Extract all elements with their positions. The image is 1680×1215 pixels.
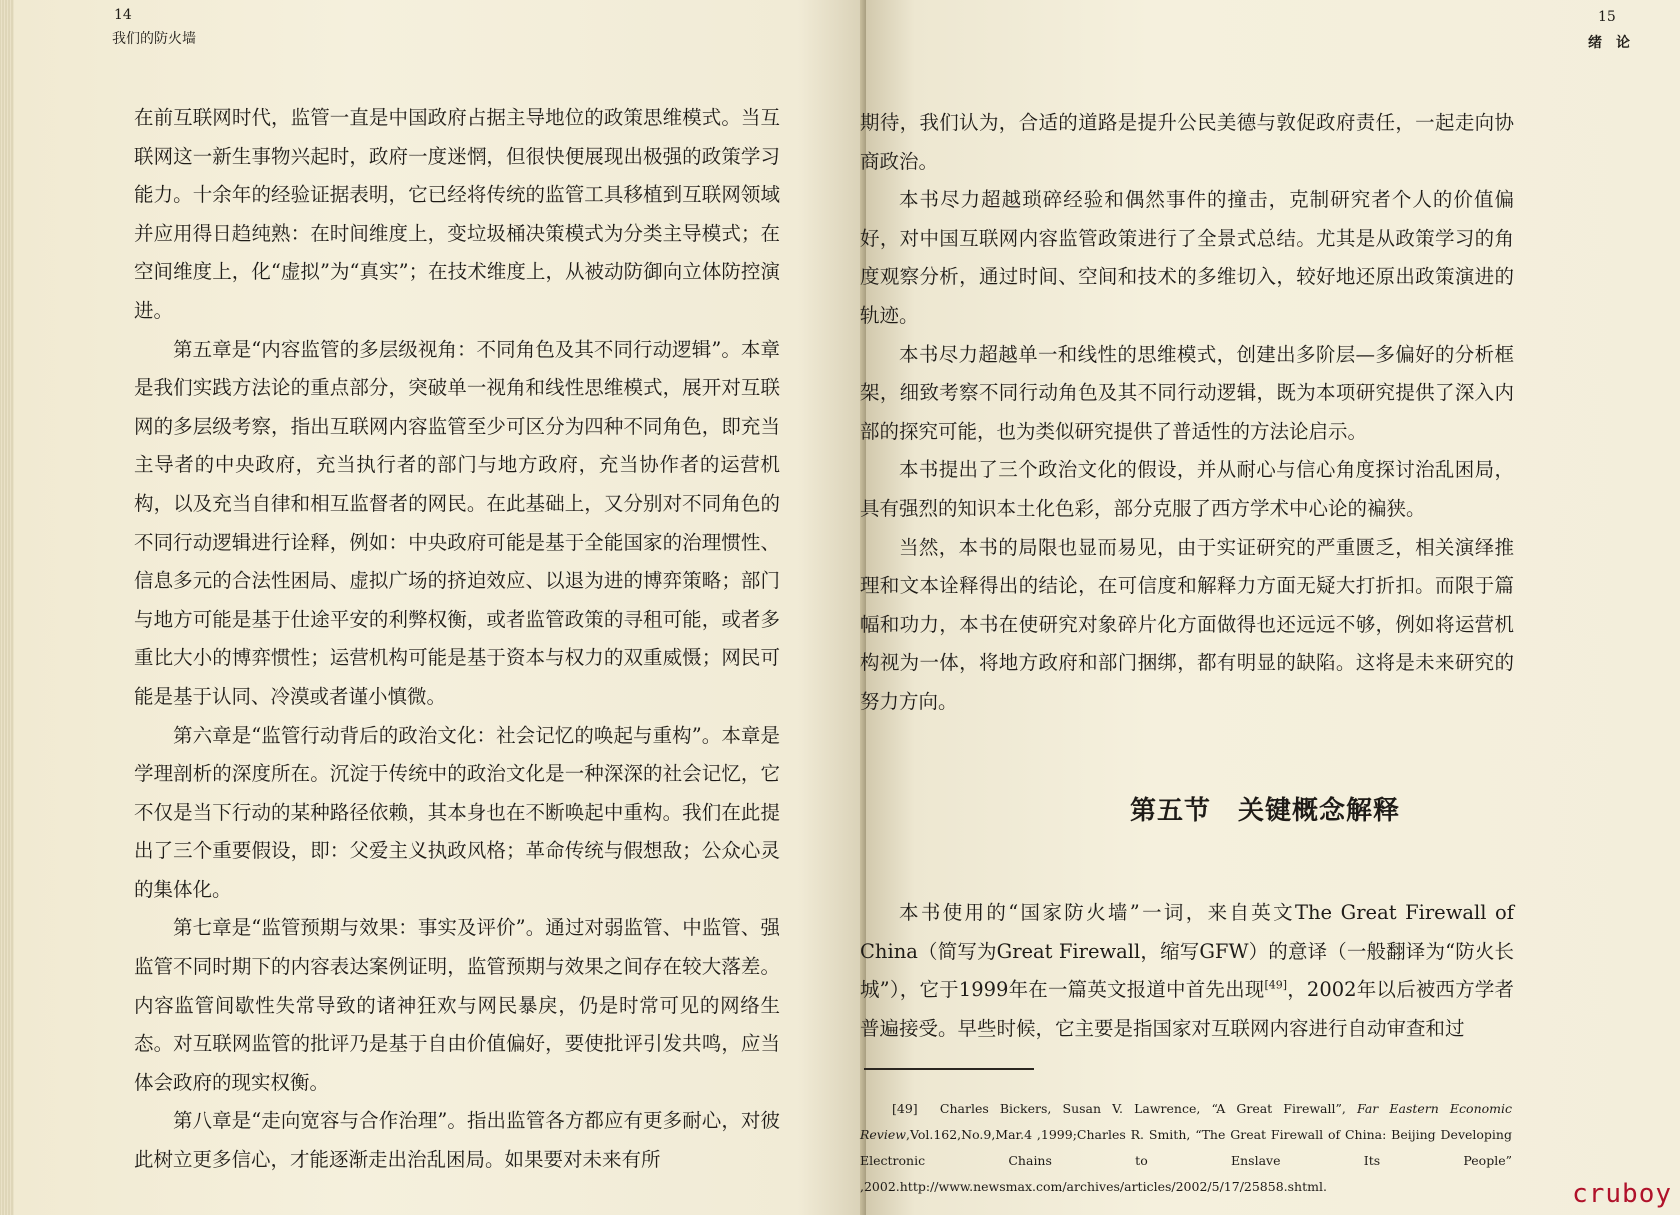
paragraph: 本书尽力超越单一和线性的思维模式，创建出多阶层—多偏好的分析框架，细致考察不同行动角色及其不同行动逻辑，既为本项研究提供了深入内部的探究可能，也为类似研究提供了普适性的方法论启示。 xyxy=(860,342,1514,443)
right-page xyxy=(860,0,1680,1215)
paragraph-text: ，2002年以后被西方学者普遍接受。早些时候，它主要是指国家对互联网内容进行自动审查和过 xyxy=(860,978,1514,1040)
paragraph: 在前互联网时代，监管一直是中国政府占据主导地位的政策思维模式。当互联网这一新生事物兴起时，政府一度迷惘，但很快便展现出极强的政策学习能力。十余年的经验证据表明，它已经将传统的监管工具移植到互联网领域并应用得日趋纯熟：在时间维度上，变垃圾桶决策模式为分类主导模式；在空间维度上，化“虚拟”为“真实”；在技术维度上，从被动防御向立体防控演进。 xyxy=(134,106,780,322)
section-body-text xyxy=(860,894,1514,1048)
paragraph: 第五章是“内容监管的多层级视角：不同角色及其不同行动逻辑”。本章是我们实践方法论的重点部分，突破单一视角和线性思维模式，展开对互联网的多层级考察，指出互联网内容监管至少可区分为四种不同角色，即充当主导者的中央政府，充当执行者的部门与地方政府，充当协作者的运营机构，以及充当自律和相互监督者的网民。在此基础上，又分别对不同角色的不同行动逻辑进行诠释，例如：中央政府可能是基于全能国家的治理惯性、信息多元的合法性困局、虚拟广场的挤迫效应、以退为进的博弈策略；部门与地方可能是基于仕途平安的利弊权衡，或者监管政策的寻租可能，或者多重比大小的博弈惯性；运营机构可能是基于资本与权力的双重威慑；网民可能是基于认同、冷漠或者谨小慎微。 xyxy=(134,337,780,708)
footnote-authors: Charles Bickers, Susan V. Lawrence, “A Great Firewall”, xyxy=(939,1101,1346,1116)
footnote-rest: ,Vol.162,No.9,Mar.4 ,1999;Charles R. Smith, “The Great Firewall of China: Beijing Developing Electronic Chains to Enslave Its People” ,2002.http://www.newsmax.com/archives/articles/2002/5/17/25858.shtml. xyxy=(860,1127,1512,1194)
footnote xyxy=(860,1096,1512,1200)
right-body-text xyxy=(860,104,1514,722)
watermark: cruboy xyxy=(1572,1179,1672,1209)
paragraph: 期待，我们认为，合适的道路是提升公民美德与敦促政府责任，一起走向协商政治。 xyxy=(860,111,1514,173)
paragraph: 第六章是“监管行动背后的政治文化：社会记忆的唤起与重构”。本章是学理剖析的深度所在。沉淀于传统中的政治文化是一种深深的社会记忆，它不仅是当下行动的某种路径依赖，其本身也在不断唤起中重构。我们在此提出了三个重要假设，即：父爱主义执政风格；革命传统与假想敌；公众心灵的集体化。 xyxy=(134,723,780,901)
page-number-left: 14 xyxy=(114,7,132,23)
footnote-marker: [49] xyxy=(892,1101,918,1116)
paragraph: 本书尽力超越琐碎经验和偶然事件的撞击，克制研究者个人的价值偏好，对中国互联网内容监管政策进行了全景式总结。尤其是从政策学习的角度观察分析，通过时间、空间和技术的多维切入，较好地还原出政策演进的轨迹。 xyxy=(860,188,1514,327)
running-head-right: 绪 论 xyxy=(1588,35,1630,51)
paragraph-text: 本书使用的“国家防火墙”一词，来自英文The Great Firewall of China（简写为Great Firewall，缩写GFW）的意译（一般翻译为“防火长城”），它于1999年在一篇英文报道中首先出现 xyxy=(860,901,1514,1002)
paragraph: 第七章是“监管预期与效果：事实及评价”。通过对弱监管、中监管、强监管不同时期下的内容表达案例证明，监管预期与效果之间存在较大落差。内容监管间歇性失常导致的诸神狂欢与网民暴戾，仍是时常可见的网络生态。对互联网监管的批评乃是基于自由价值偏好，要使批评引发共鸣，应当体会政府的现实权衡。 xyxy=(134,916,780,1094)
paragraph: 当然，本书的局限也显而易见，由于实证研究的严重匮乏，相关演绎推理和文本诠释得出的结论，在可信度和解释力方面无疑大打折扣。而限于篇幅和功力，本书在使研究对象碎片化方面做得也还远远不够，例如将运营机构视为一体，将地方政府和部门捆绑，都有明显的缺陷。这将是未来研究的努力方向。 xyxy=(860,535,1514,713)
paragraph: 第八章是“走向宽容与合作治理”。指出监管各方都应有更多耐心，对彼此树立更多信心，才能逐渐走出治乱困局。如果要对未来有所 xyxy=(134,1109,780,1172)
footnote-journal: Far Eastern Economic Review xyxy=(860,1101,1512,1142)
page-number-right: 15 xyxy=(1598,9,1616,25)
left-page xyxy=(14,0,866,1215)
running-head-left: 我们的防火墙 xyxy=(112,31,196,47)
footnote-rule xyxy=(864,1068,1034,1070)
section-title: 第五节 关键概念解释 xyxy=(1129,796,1400,826)
left-body-text xyxy=(134,99,780,1180)
paragraph xyxy=(860,894,1514,1048)
paragraph: 本书提出了三个政治文化的假设，并从耐心与信心角度探讨治乱困局，具有强烈的知识本土化色彩，部分克服了西方学术中心论的褊狭。 xyxy=(860,458,1514,520)
footnote-reference: [49] xyxy=(1264,978,1288,992)
